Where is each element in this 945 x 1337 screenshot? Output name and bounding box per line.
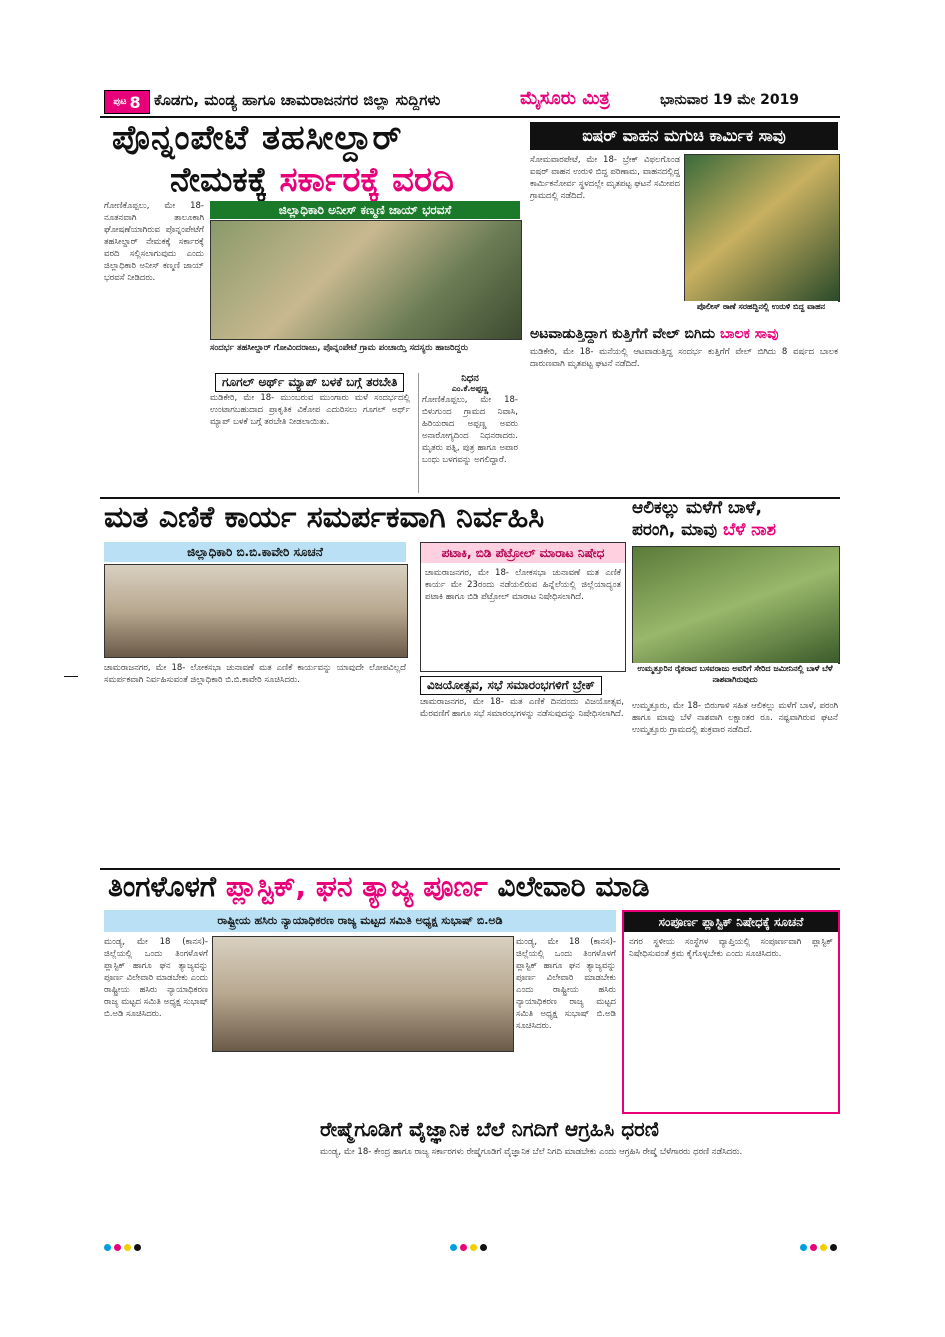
reg-dot xyxy=(820,1244,827,1251)
page-number-badge xyxy=(104,90,150,114)
paper-logo: ಮೈಸೂರು ಮಿತ್ರ xyxy=(520,88,610,109)
story8-headline-line1: ಆಲಿಕಲ್ಲು ಮಳೆಗೆ ಬಾಳೆ, xyxy=(632,498,762,518)
story8-headline-a: ಪರಂಗಿ, ಮಾವು xyxy=(632,520,718,540)
reg-dot xyxy=(830,1244,837,1251)
story9-headline-c: ವಿಲೇವಾರಿ ಮಾಡಿ xyxy=(497,870,650,903)
story6-lead: ಚಾಮರಾಜನಗರ, ಮೇ 18- ಲೋಕಸಭಾ ಚುನಾವಣೆ ಮತ ಎಣಿಕೆ ಕಾರ್ಯ ಮೇ 23ರಂದು ನಡೆಯಲಿರುವ ಹಿನ್ನೆಲೆಯಲ್ಲಿ ಜಿಲ್ಲೆಯಾದ್ಯಂತ ಪಟಾಕಿ ಹಾಗೂ ಬಿಡಿ ಪೆಟ್ರೋಲ್ ಮಾರಾಟ ನಿಷೇಧಿಸಲಾಗಿದೆ. xyxy=(425,568,621,602)
story8-headline-line2 xyxy=(632,520,776,540)
story9-headline-a: ತಿಂಗಳೊಳಗೆ xyxy=(108,870,217,903)
story7-lead: ಚಾಮರಾಜನಗರ, ಮೇ 18- ಮತ ಎಣಿಕೆ ದಿನದಂದು ವಿಜಯೋತ್ಸವ, ಮೆರವಣಿಗೆ ಹಾಗೂ ಸಭೆ ಸಮಾರಂಭಗಳನ್ನು ನಡೆಸುವುದನ್ನು ನಿಷೇಧಿಸಲಾಗಿದೆ. xyxy=(420,697,624,719)
story7-headline: ವಿಜಯೋತ್ಸವ, ಸಭೆ ಸಮಾರಂಭಗಳಿಗೆ ಬ್ರೇಕ್ xyxy=(420,676,602,695)
story8-photo xyxy=(632,546,840,664)
story9-right-col: ಮಂಡ್ಯ, ಮೇ 18 (ಕಾನಸ)- ಜಿಲ್ಲೆಯಲ್ಲಿ ಒಂದು ತಿಂಗಳೊಳಗೆ ಪ್ಲಾಸ್ಟಿಕ್ ಹಾಗೂ ಘನ ತ್ಯಾಜ್ಯವನ್ನು ಪೂರ್ಣ ವಿಲೇವಾರಿ ಮಾಡಬೇಕು ಎಂದು ರಾಷ್ಟ್ರೀಯ ಹಸಿರು ನ್ಯಾಯಾಧಿಕರಣ ರಾಜ್ಯ ಮಟ್ಟದ ಸಮಿತಿ ಅಧ್ಯಕ್ಷ ಸುಭಾಷ್ ಬಿ.ಅಡಿ ಸೂಚಿಸಿದರು. xyxy=(516,937,616,1031)
story5-lead: ಚಾಮರಾಜನಗರ, ಮೇ 18- ಲೋಕಸಭಾ ಚುನಾವಣೆ ಮತ ಎಣಿಕೆ ಕಾರ್ಯವನ್ನು ಯಾವುದೇ ಲೋಪವಿಲ್ಲದೆ ಸಮರ್ಪಕವಾಗಿ ನಿರ್ವಹಿಸುವಂತೆ ಜಿಲ್ಲಾಧಿಕಾರಿ ಬಿ.ಬಿ.ಕಾವೇರಿ ಸೂಚಿಸಿದರು. xyxy=(104,663,406,685)
reg-dot xyxy=(480,1244,487,1251)
reg-marks-left xyxy=(104,1244,141,1251)
story4-headline-b: ಬಾಲಕ ಸಾವು xyxy=(720,326,779,342)
story5-banner: ಜಿಲ್ಲಾಧಿಕಾರಿ ಬಿ.ಬಿ.ಕಾವೇರಿ ಸೂಚನೆ xyxy=(104,542,406,562)
obituary-title: ನಿಧನ xyxy=(461,373,479,384)
issue-date: ಭಾನುವಾರ 19 ಮೇ 2019 xyxy=(660,92,800,108)
section-title: ಕೊಡಗು, ಮಂಡ್ಯ ಹಾಗೂ ಚಾಮರಾಜನಗರ ಜಿಲ್ಲಾ ಸುದ್ದಿಗಳು xyxy=(154,91,441,109)
story6-box xyxy=(420,542,626,672)
story1-headline-line1: ಪೊನ್ನಂಪೇಟೆ ತಹಸೀಲ್ದಾರ್ xyxy=(112,118,403,158)
story8-caption: ಉಮ್ಮತ್ತೂರಿನ ರೈತರಾದ ಬಸವರಾಜು ಅವರಿಗೆ ಸೇರಿದ ಜಮೀನಿನಲ್ಲಿ ಬಾಳೆ ಬೆಳೆ ನಾಶವಾಗಿರುವುದು xyxy=(632,663,838,697)
story4-headline-a: ಅಟವಾಡುತ್ತಿದ್ದಾಗ ಕುತ್ತಿಗೆಗೆ ವೇಲ್ ಬಿಗಿದು xyxy=(530,326,716,342)
story8-headline-b: ಬೆಳೆ ನಾಶ xyxy=(723,520,776,540)
story10-headline: ಸಂಪೂರ್ಣ ಪ್ಲಾಸ್ಟಿಕ್ ನಿಷೇಧಕ್ಕೆ ಸೂಚನೆ xyxy=(624,912,838,932)
story10-box xyxy=(622,910,840,1114)
story3-lead: ಮಡಿಕೇರಿ, ಮೇ 18- ಮುಂಬರುವ ಮುಂಗಾರು ಮಳೆ ಸಂದರ್ಭದಲ್ಲಿ ಉಂಟಾಗಬಹುದಾದ ಪ್ರಾಕೃತಿಕ ವಿಕೋಪ ಎದುರಿಸಲು ಗೂಗಲ್ ಅರ್ಥ್ ಮ್ಯಾಪ್ ಬಳಕೆ ಬಗ್ಗೆ ತರಬೇತಿ ನೀಡಲಾಯಿತು. xyxy=(210,393,410,427)
obituary-text: ಗೋಣಿಕೊಪ್ಪಲು, ಮೇ 18- ಬಿಳುಗುಂದ ಗ್ರಾಮದ ನಿವಾಸಿ, ಹಿರಿಯರಾದ ಅಪ್ಪಣ್ಣ ಅವರು ಅನಾರೋಗ್ಯದಿಂದ ನಿಧನರಾದರು. ಮೃತರು ಪತ್ನಿ, ಪುತ್ರ ಹಾಗೂ ಅಪಾರ ಬಂಧು ಬಳಗವನ್ನು ಅಗಲಿದ್ದಾರೆ. xyxy=(422,395,518,465)
reg-dot xyxy=(104,1244,111,1251)
reg-dot xyxy=(460,1244,467,1251)
story9-photo xyxy=(212,936,514,1052)
story1-headline-part-c: ವರದಿ xyxy=(392,160,454,200)
story5-photo xyxy=(104,564,408,658)
reg-marks-right xyxy=(800,1244,837,1251)
story9-headline-b: ಪ್ಲಾಸ್ಟಿಕ್, ಘನ ತ್ಯಾಜ್ಯ ಪೂರ್ಣ xyxy=(225,870,488,903)
story4-headline xyxy=(530,326,779,342)
story3-headline: ಗೂಗಲ್ ಅರ್ಥ್ ಮ್ಯಾಪ್ ಬಳಕೆ ಬಗ್ಗೆ ತರಬೇತಿ xyxy=(215,373,404,392)
reg-dot xyxy=(134,1244,141,1251)
story10-lead: ನಗರ ಸ್ಥಳೀಯ ಸಂಸ್ಥೆಗಳ ವ್ಯಾಪ್ತಿಯಲ್ಲಿ ಸಂಪೂರ್ಣವಾಗಿ ಪ್ಲಾಸ್ಟಿಕ್ ನಿಷೇಧಿಸುವಂತೆ ಕ್ರಮ ಕೈಗೊಳ್ಳಬೇಕು ಎಂದು ಸೂಚಿಸಿದರು. xyxy=(629,937,833,959)
story9-banner: ರಾಷ್ಟ್ರೀಯ ಹಸಿರು ನ್ಯಾಯಾಧಿಕರಣ ರಾಜ್ಯ ಮಟ್ಟದ ಸಮಿತಿ ಅಧ್ಯಕ್ಷ ಸುಭಾಷ್ ಬಿ.ಅಡಿ xyxy=(104,910,616,932)
reg-dot xyxy=(470,1244,477,1251)
story6-headline: ಪಟಾಕಿ, ಬಿಡಿ ಪೆಟ್ರೋಲ್ ಮಾರಾಟ ನಿಷೇಧ xyxy=(421,543,625,563)
story11-lead: ಮಂಡ್ಯ, ಮೇ 18- ಕೇಂದ್ರ ಹಾಗೂ ರಾಜ್ಯ ಸರ್ಕಾರಗಳು ರೇಷ್ಮೆಗೂಡಿಗೆ ವೈಜ್ಞಾನಿಕ ಬೆಲೆ ನಿಗದಿ ಮಾಡಬೇಕು ಎಂದು ಆಗ್ರಹಿಸಿ ರೇಷ್ಮೆ ಬೆಳೆಗಾರರು ಧರಣಿ ನಡೆಸಿದರು. xyxy=(320,1147,743,1157)
story8-lead: ಉಮ್ಮತ್ತೂರು, ಮೇ 18- ಬಿರುಗಾಳಿ ಸಹಿತ ಆಲಿಕಲ್ಲು ಮಳೆಗೆ ಬಾಳೆ, ಪರಂಗಿ ಹಾಗೂ ಮಾವು ಬೆಳೆ ನಾಶವಾಗಿ ಲಕ್ಷಾಂತರ ರೂ. ನಷ್ಟವಾಗಿರುವ ಘಟನೆ ಉಮ್ಮತ್ತೂರು ಗ್ರಾಮದಲ್ಲಿ ಶುಕ್ರವಾರ ನಡೆದಿದೆ. xyxy=(632,701,838,735)
story1-headline-part-a: ನೇಮಕಕ್ಕೆ xyxy=(170,160,268,200)
story1-headline-line2 xyxy=(170,160,454,200)
story1-photo xyxy=(210,220,522,340)
reg-marks-center xyxy=(450,1244,487,1251)
story5-headline: ಮತ ಎಣಿಕೆ ಕಾರ್ಯ ಸಮರ್ಪಕವಾಗಿ ನಿರ್ವಹಿಸಿ xyxy=(104,500,545,535)
story9-headline xyxy=(108,870,649,904)
story2-lead: ಸೋಮವಾರಪೇಟೆ, ಮೇ 18- ಬ್ರೇಕ್ ವಿಫಲಗೊಂಡ ಐಷರ್ ವಾಹನ ಉರುಳಿ ಬಿದ್ದ ಪರಿಣಾಮ, ವಾಹನದಲ್ಲಿದ್ದ ಕಾರ್ಮಿಕನೋರ್ವ ಸ್ಥಳದಲ್ಲೇ ಮೃತಪಟ್ಟ ಘಟನೆ ಸಮೀಪದ ಗ್ರಾಮದಲ್ಲಿ ನಡೆದಿದೆ. xyxy=(530,155,680,201)
story3-caption: ಸಂದರ್ಭ ತಹಸೀಲ್ದಾರ್ ಗೋವಿಂದರಾಜು, ಪೊನ್ನಂಪೇಟೆ ಗ್ರಾಮ ಪಂಚಾಯ್ತಿ ಸದಸ್ಯರು ಹಾಜರಿದ್ದರು xyxy=(210,343,468,353)
page-label: ಪುಟ xyxy=(113,97,127,107)
story1-banner: ಜಿಲ್ಲಾಧಿಕಾರಿ ಅನೀಸ್ ಕಣ್ಮಣಿ ಜಾಯ್ ಭರವಸೆ xyxy=(210,201,520,219)
crop-mark xyxy=(64,676,78,677)
story1-lead: ಗೋಣಿಕೊಪ್ಪಲು, ಮೇ 18- ನೂತನವಾಗಿ ತಾಲೂಕಾಗಿ ಘೋಷಣೆಯಾಗಿರುವ ಪೊನ್ನಂಪೇಟೆಗೆ ತಹಸೀಲ್ದಾರ್ ನೇಮಕಕ್ಕೆ ಸರ್ಕಾರಕ್ಕೆ ವರದಿ ಸಲ್ಲಿಸಲಾಗುವುದು ಎಂದು ಜಿಲ್ಲಾಧಿಕಾರಿ ಅನೀಸ್ ಕಣ್ಮಣಿ ಜಾಯ್ ಭರವಸೆ ನೀಡಿದರು. xyxy=(104,201,204,283)
story2-photo xyxy=(684,154,840,302)
story11-headline: ರೇಷ್ಮೆಗೂಡಿಗೆ ವೈಜ್ಞಾನಿಕ ಬೆಲೆ ನಿಗದಿಗೆ ಆಗ್ರಹಿಸಿ ಧರಣಿ xyxy=(320,1117,659,1141)
reg-dot xyxy=(810,1244,817,1251)
story4-lead: ಮಡಿಕೇರಿ, ಮೇ 18- ಮನೆಯಲ್ಲಿ ಆಟವಾಡುತ್ತಿದ್ದ ಸಂದರ್ಭ ಕುತ್ತಿಗೆಗೆ ವೇಲ್ ಬಿಗಿದು 8 ವರ್ಷದ ಬಾಲಕ ದಾರುಣವಾಗಿ ಮೃತಪಟ್ಟ ಘಟನೆ ನಡೆದಿದೆ. xyxy=(530,347,838,369)
story9-lead: ಮಂಡ್ಯ, ಮೇ 18 (ಕಾನಸ)- ಜಿಲ್ಲೆಯಲ್ಲಿ ಒಂದು ತಿಂಗಳೊಳಗೆ ಪ್ಲಾಸ್ಟಿಕ್ ಹಾಗೂ ಘನ ತ್ಯಾಜ್ಯವನ್ನು ಪೂರ್ಣ ವಿಲೇವಾರಿ ಮಾಡಬೇಕು ಎಂದು ರಾಷ್ಟ್ರೀಯ ಹಸಿರು ನ್ಯಾಯಾಧಿಕರಣ ರಾಜ್ಯ ಮಟ್ಟದ ಸಮಿತಿ ಅಧ್ಯಕ್ಷ ಸುಭಾಷ್ ಬಿ.ಅಡಿ ಸೂಚಿಸಿದರು. xyxy=(104,937,208,1019)
obituary-name: ಎಂ.ಕೆ.ಅಪ್ಪಣ್ಣ xyxy=(451,384,489,393)
reg-dot xyxy=(800,1244,807,1251)
story2-headline: ಐಷರ್ ವಾಹನ ಮಗುಚಿ ಕಾರ್ಮಿಕ ಸಾವು xyxy=(530,122,838,150)
obituary-box xyxy=(418,373,521,493)
reg-dot xyxy=(114,1244,121,1251)
reg-dot xyxy=(450,1244,457,1251)
page-number: 8 xyxy=(129,92,141,112)
reg-dot xyxy=(124,1244,131,1251)
story2-caption: ಪೊಲೀಸ್ ಠಾಣೆ ಸರಹದ್ದಿನಲ್ಲಿ ಉರುಳಿ ಬಿದ್ದ ವಾಹನ xyxy=(684,301,838,321)
story1-headline-part-b: ಸರ್ಕಾರಕ್ಕೆ xyxy=(279,160,381,200)
